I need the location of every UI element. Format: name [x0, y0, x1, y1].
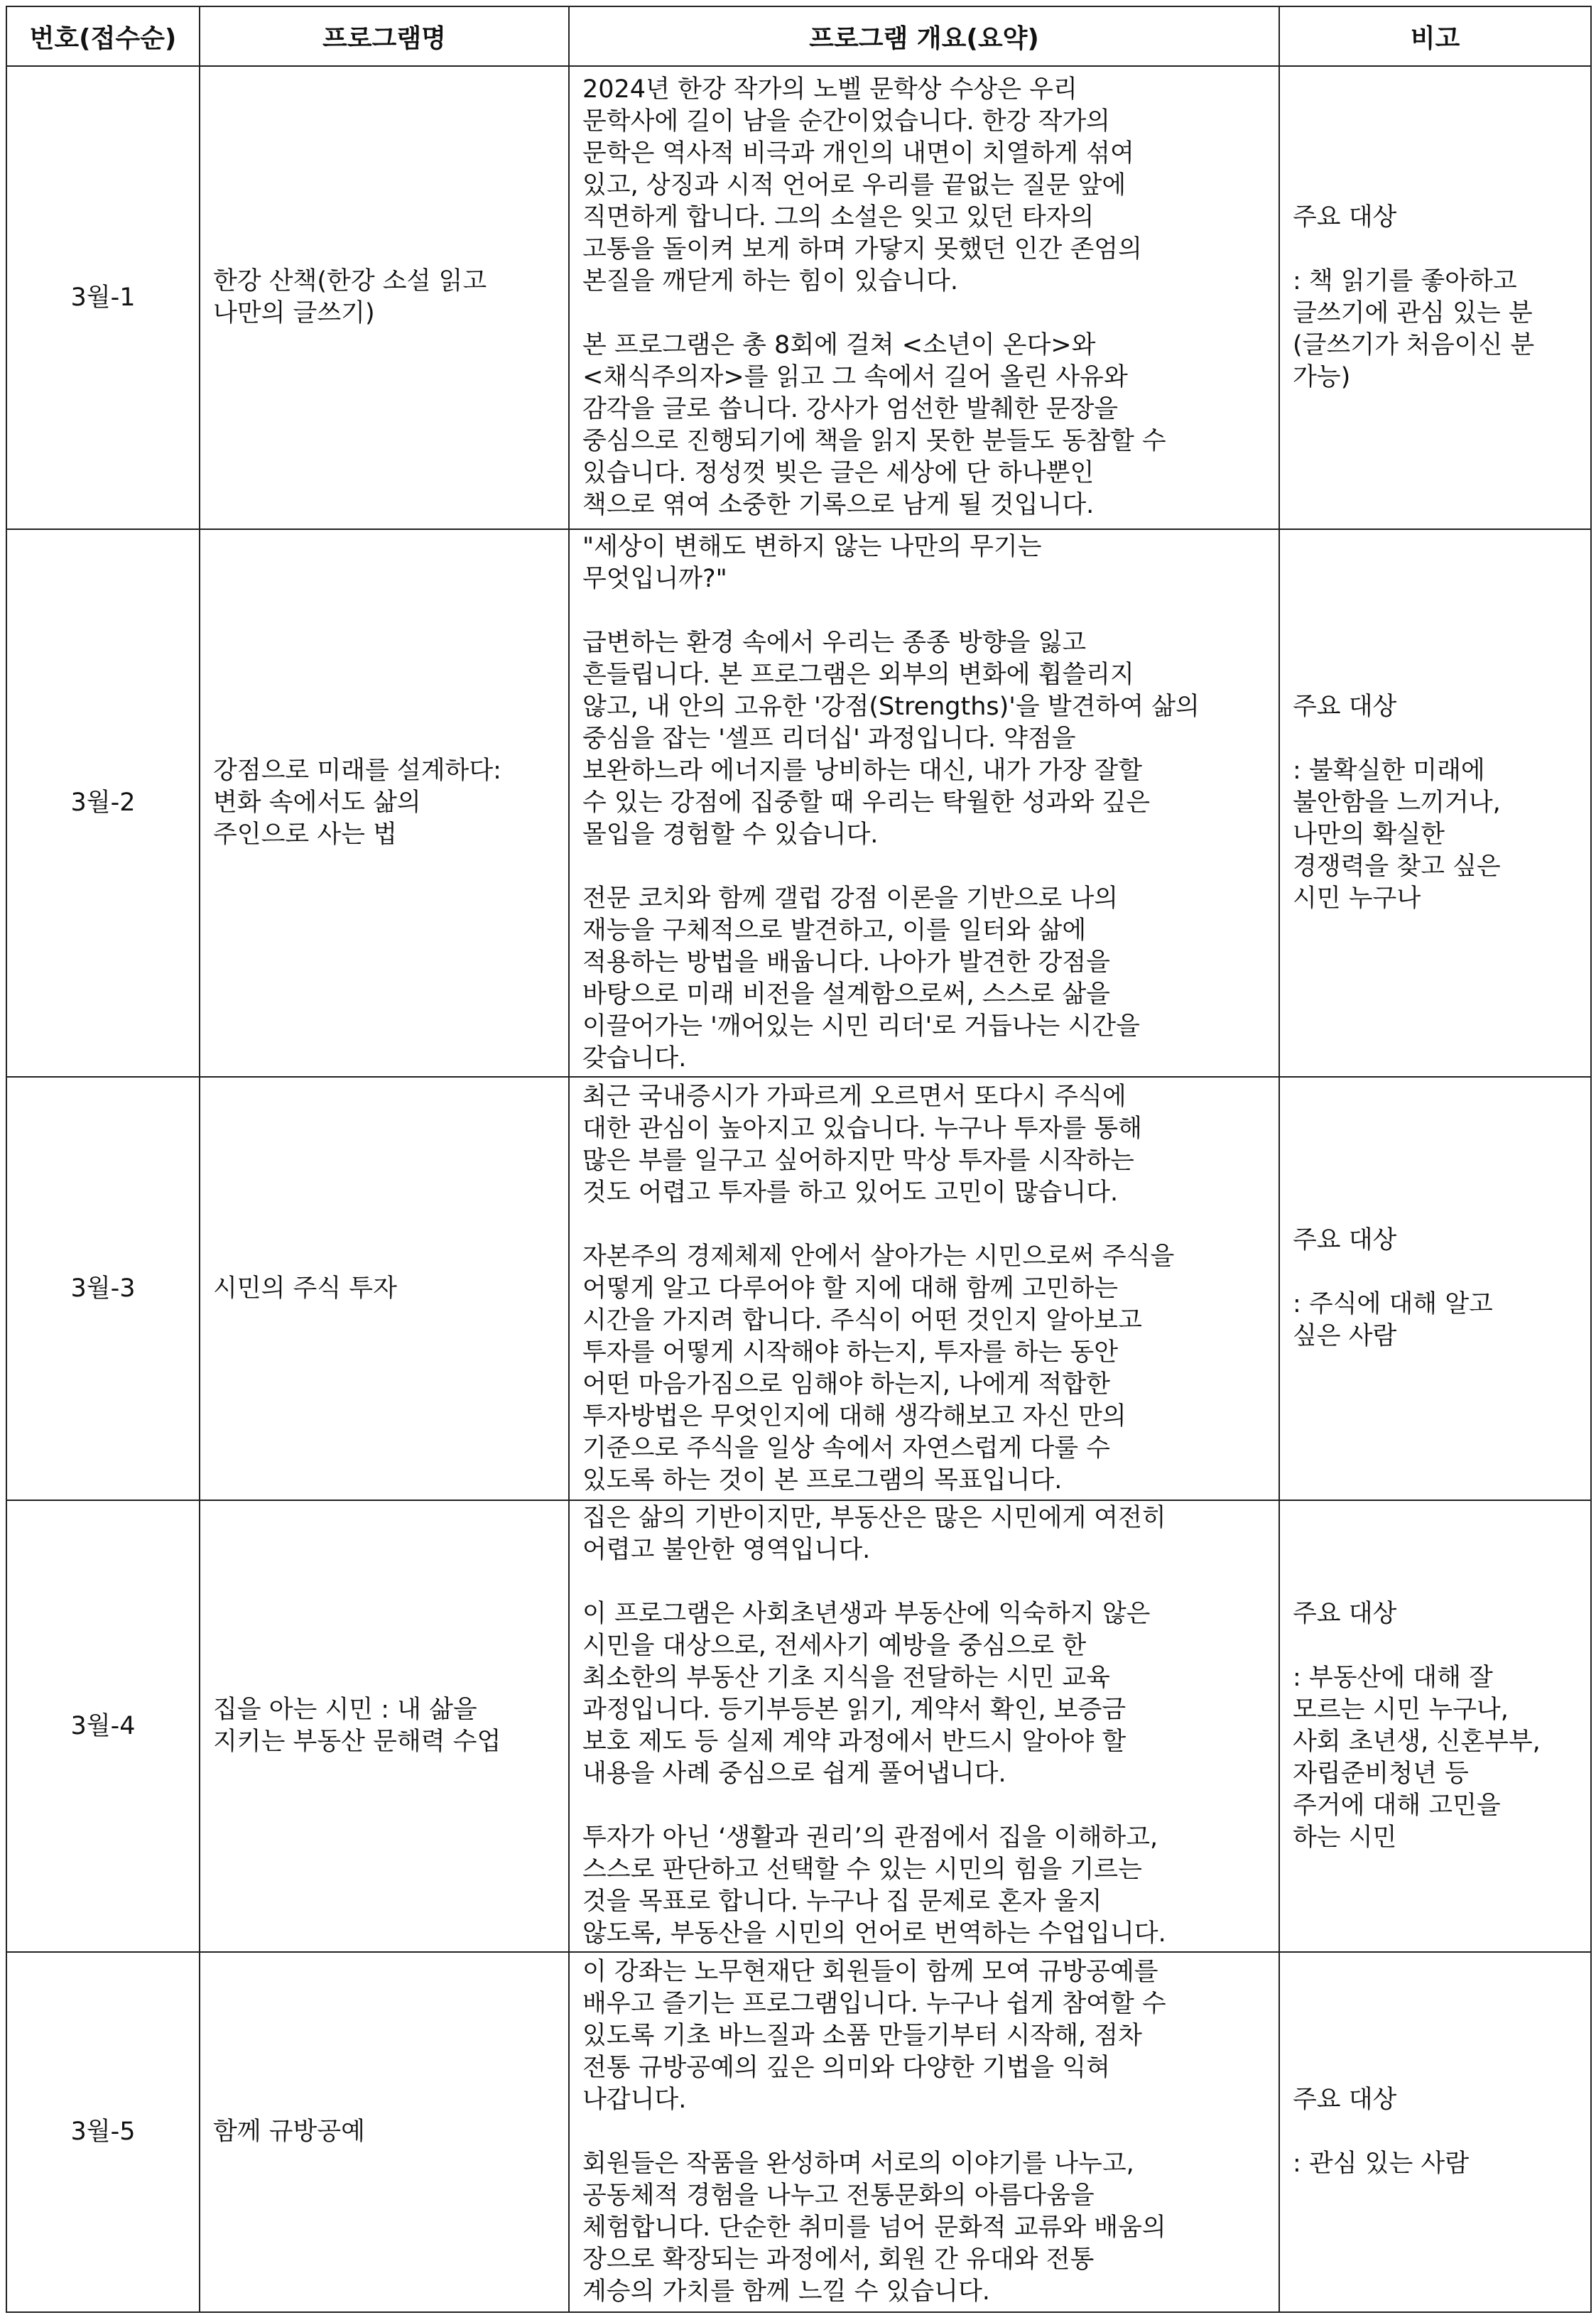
- program-note: [1279, 1952, 1591, 2312]
- summary-line: 내용을 사례 중심으로 쉽게 풀어냅니다.: [582, 1760, 1006, 1788]
- paragraph-gap: [1293, 723, 1578, 755]
- program-name: [200, 529, 569, 1077]
- summary-line: 집은 삶의 기반이지만, 부동산은 많은 시민에게 여전히: [582, 1504, 1166, 1532]
- note-line: 주요 대상: [1293, 1600, 1397, 1628]
- program-note: [1279, 66, 1591, 529]
- note-line: : 주식에 대해 알고: [1293, 1290, 1493, 1318]
- paragraph-gap: [582, 851, 1266, 883]
- summary-line: 과정입니다. 등기부등본 읽기, 계약서 확인, 보증금: [582, 1696, 1127, 1724]
- note-line: 주거에 대해 고민을: [1293, 1791, 1501, 1820]
- summary-line: 최소한의 부동산 기초 지식을 전달하는 시민 교육: [582, 1664, 1110, 1692]
- program-name-line: 집을 아는 시민 : 내 삶을: [213, 1696, 477, 1724]
- note-line: 시민 누구나: [1293, 884, 1421, 913]
- summary-line: 직면하게 합니다. 그의 소설은 잊고 있던 타자의: [582, 203, 1095, 232]
- paragraph-gap: [582, 2116, 1266, 2148]
- note-line: 나만의 확실한: [1293, 820, 1445, 849]
- summary-line: 계승의 가치를 함께 느낄 수 있습니다.: [582, 2277, 990, 2306]
- program-summary: [569, 529, 1279, 1077]
- summary-line: 기준으로 주식을 일상 속에서 자연스럽게 다룰 수: [582, 1433, 1110, 1463]
- row-number: 3월-3: [6, 1077, 200, 1500]
- summary-line: 자본주의 경제체제 안에서 살아가는 시민으로써 주식을: [582, 1242, 1175, 1271]
- note-line: : 책 읽기를 좋아하고: [1293, 267, 1517, 296]
- row-number: 3월-2: [6, 529, 200, 1077]
- paragraph-gap: [582, 1790, 1266, 1822]
- summary-line: 책으로 엮여 소중한 기록으로 남게 될 것입니다.: [582, 491, 1095, 519]
- paragraph-gap: [1293, 234, 1578, 266]
- program-summary: [569, 66, 1279, 529]
- paragraph-gap: [582, 1566, 1266, 1598]
- program-note: [1279, 1077, 1591, 1500]
- summary-line: 감각을 글로 씁니다. 강사가 엄선한 발췌한 문장을: [582, 395, 1119, 423]
- row-number: 3월-4: [6, 1500, 200, 1952]
- summary-line: 이 프로그램은 사회초년생과 부동산에 익숙하지 않은: [582, 1600, 1151, 1628]
- program-name-line: 한강 산책(한강 소설 읽고: [213, 267, 487, 296]
- note-line: : 관심 있는 사람: [1293, 2149, 1470, 2178]
- summary-line: 이끌어가는 '깨어있는 시민 리더'로 거듭나는 시간을: [582, 1012, 1140, 1041]
- summary-line: 투자방법은 무엇인지에 대해 생각해보고 자신 만의: [582, 1402, 1127, 1431]
- program-summary: [569, 1500, 1279, 1952]
- summary-line: 몰입을 경험할 수 있습니다.: [582, 820, 879, 849]
- program-table: [6, 6, 1592, 2313]
- note-line: 모르는 시민 누구나,: [1293, 1696, 1509, 1724]
- summary-line: 있도록 하는 것이 본 프로그램의 목표입니다.: [582, 1465, 1063, 1495]
- note-line: 주요 대상: [1293, 203, 1397, 232]
- table-row: [6, 1500, 1591, 1952]
- note-line: 글쓰기에 관심 있는 분: [1293, 299, 1533, 327]
- paragraph-gap: [582, 595, 1266, 627]
- program-name-line: 강점으로 미래를 설계하다:: [213, 757, 501, 785]
- summary-line: 많은 부를 일구고 싶어하지만 막상 투자를 시작하는: [582, 1146, 1134, 1175]
- summary-line: 무엇입니까?": [582, 565, 727, 593]
- paragraph-gap: [1293, 1257, 1578, 1289]
- summary-line: 있도록 기초 바느질과 소품 만들기부터 시작해, 점차: [582, 2022, 1142, 2050]
- summary-line: 최근 국내증시가 가파르게 오르면서 또다시 주식에: [582, 1082, 1127, 1111]
- summary-line: 투자가 아닌 ‘생활과 권리’의 관점에서 집을 이해하고,: [582, 1823, 1158, 1852]
- summary-line: 중심으로 진행되기에 책을 읽지 못한 분들도 동참할 수: [582, 427, 1166, 455]
- table-row: [6, 529, 1591, 1077]
- note-line: 주요 대상: [1293, 693, 1397, 721]
- program-table-sheet: [6, 6, 1590, 2309]
- summary-line: 중심을 잡는 '셀프 리더십' 과정입니다. 약점을: [582, 725, 1076, 753]
- summary-line: 나갑니다.: [582, 2086, 687, 2114]
- summary-line: <채식주의자>를 읽고 그 속에서 길어 올린 사유와: [582, 363, 1128, 391]
- summary-line: 문학사에 길이 남을 순간이었습니다. 한강 작가의: [582, 107, 1110, 136]
- note-line: 가능): [1293, 363, 1351, 391]
- summary-line: 시간을 가지려 합니다. 주식이 어떤 것인지 알아보고: [582, 1306, 1142, 1335]
- note-line: 경쟁력을 찾고 싶은: [1293, 852, 1501, 881]
- header-note: 비고: [1279, 6, 1591, 66]
- table-row: [6, 66, 1591, 529]
- program-name-line: 지키는 부동산 문해력 수업: [213, 1728, 501, 1756]
- summary-line: 체험합니다. 단순한 취미를 넘어 문화적 교류와 배움의: [582, 2213, 1166, 2242]
- header-row: [6, 6, 1591, 66]
- paragraph-gap: [1293, 2116, 1578, 2148]
- summary-line: 어렵고 불안한 영역입니다.: [582, 1536, 871, 1564]
- summary-line: "세상이 변해도 변하지 않는 나만의 무기는: [582, 533, 1042, 561]
- summary-line: 본 프로그램은 총 8회에 걸쳐 <소년이 온다>와: [582, 331, 1096, 359]
- summary-line: 바탕으로 미래 비전을 설계함으로써, 스스로 삶을: [582, 980, 1110, 1009]
- summary-line: 이 강좌는 노무현재단 회원들이 함께 모여 규방공예를: [582, 1958, 1158, 1986]
- summary-line: 재능을 구체적으로 발견하고, 이를 일터와 삶에: [582, 916, 1087, 945]
- program-name: [200, 1077, 569, 1500]
- program-summary: [569, 1952, 1279, 2312]
- summary-line: 2024년 한강 작가의 노벨 문학상 수상은 우리: [582, 75, 1077, 104]
- note-line: 자립준비청년 등: [1293, 1760, 1469, 1788]
- summary-line: 흔들립니다. 본 프로그램은 외부의 변화에 휩쓸리지: [582, 661, 1134, 689]
- header-program-name: 프로그램명: [200, 6, 569, 66]
- summary-line: 어떻게 알고 다루어야 할 지에 대해 함께 고민하는: [582, 1274, 1119, 1303]
- row-number: 3월-1: [6, 66, 200, 529]
- program-name: [200, 66, 569, 529]
- summary-line: 보호 제도 등 실제 계약 과정에서 반드시 알아야 할: [582, 1728, 1127, 1756]
- summary-line: 어떤 마음가짐으로 임해야 하는지, 나에게 적합한: [582, 1370, 1110, 1399]
- program-name-line: 주인으로 사는 법: [213, 820, 397, 849]
- summary-line: 있고, 상징과 시적 언어로 우리를 끝없는 질문 앞에: [582, 171, 1127, 200]
- program-name-line: 시민의 주식 투자: [213, 1274, 397, 1303]
- note-line: 하는 시민: [1293, 1823, 1397, 1852]
- note-line: 불안함을 느끼거나,: [1293, 788, 1501, 817]
- summary-line: 배우고 즐기는 프로그램입니다. 누구나 쉽게 참여할 수: [582, 1990, 1166, 2018]
- program-note: [1279, 529, 1591, 1077]
- summary-line: 본질을 깨닫게 하는 힘이 있습니다.: [582, 267, 958, 296]
- program-summary: [569, 1077, 1279, 1500]
- summary-line: 시민을 대상으로, 전세사기 예방을 중심으로 한: [582, 1632, 1087, 1660]
- summary-line: 보완하느라 에너지를 낭비하는 대신, 내가 가장 잘할: [582, 757, 1142, 785]
- note-line: (글쓰기가 처음이신 분: [1293, 331, 1535, 359]
- note-line: 주요 대상: [1293, 2086, 1397, 2114]
- summary-line: 않도록, 부동산을 시민의 언어로 번역하는 수업입니다.: [582, 1919, 1166, 1948]
- summary-line: 전통 규방공예의 깊은 의미와 다양한 기법을 익혀: [582, 2054, 1110, 2082]
- summary-line: 스스로 판단하고 선택할 수 있는 시민의 힘을 기르는: [582, 1855, 1142, 1884]
- paragraph-gap: [1293, 1630, 1578, 1662]
- summary-line: 수 있는 강점에 집중할 때 우리는 탁월한 성과와 깊은: [582, 788, 1151, 817]
- summary-line: 급변하는 환경 속에서 우리는 종종 방향을 잃고: [582, 629, 1087, 657]
- program-name-line: 나만의 글쓰기): [213, 299, 375, 327]
- summary-line: 장으로 확장되는 과정에서, 회원 간 유대와 전통: [582, 2245, 1095, 2274]
- note-line: 싶은 사람: [1293, 1322, 1397, 1350]
- summary-line: 고통을 돌이켜 보게 하며 가닿지 못했던 인간 존엄의: [582, 235, 1142, 264]
- paragraph-gap: [582, 1209, 1266, 1241]
- summary-line: 문학은 역사적 비극과 개인의 내면이 치열하게 섞여: [582, 139, 1134, 168]
- program-name-line: 변화 속에서도 삶의: [213, 788, 421, 817]
- row-number: 3월-5: [6, 1952, 200, 2312]
- summary-line: 공동체적 경험을 나누고 전통문화의 아름다움을: [582, 2181, 1095, 2210]
- program-name: [200, 1500, 569, 1952]
- summary-line: 투자를 어떻게 시작해야 하는지, 투자를 하는 동안: [582, 1338, 1119, 1367]
- summary-line: 것도 어렵고 투자를 하고 있어도 고민이 많습니다.: [582, 1178, 1119, 1207]
- summary-line: 전문 코치와 함께 갤럽 강점 이론을 기반으로 나의: [582, 884, 1119, 913]
- summary-line: 있습니다. 정성껏 빚은 글은 세상에 단 하나뿐인: [582, 459, 1095, 487]
- summary-line: 않고, 내 안의 고유한 '강점(Strengths)'을 발견하여 삶의: [582, 693, 1200, 721]
- table-row: [6, 1077, 1591, 1500]
- header-program-summary: 프로그램 개요(요약): [569, 6, 1279, 66]
- program-name-line: 함께 규방공예: [213, 2118, 365, 2146]
- note-line: 사회 초년생, 신혼부부,: [1293, 1728, 1541, 1756]
- note-line: : 불확실한 미래에: [1293, 757, 1485, 785]
- header-number: 번호(접수순): [6, 6, 200, 66]
- summary-line: 것을 목표로 합니다. 누구나 집 문제로 혼자 울지: [582, 1887, 1102, 1916]
- summary-line: 회원들은 작품을 완성하며 서로의 이야기를 나누고,: [582, 2149, 1134, 2178]
- summary-line: 대한 관심이 높아지고 있습니다. 누구나 투자를 통해: [582, 1114, 1142, 1143]
- table-row: [6, 1952, 1591, 2312]
- summary-line: 적용하는 방법을 배웁니다. 나아가 발견한 강점을: [582, 948, 1110, 977]
- summary-line: 갖습니다.: [582, 1044, 687, 1073]
- program-name: [200, 1952, 569, 2312]
- note-line: : 부동산에 대해 잘: [1293, 1664, 1493, 1692]
- paragraph-gap: [582, 298, 1266, 330]
- program-note: [1279, 1500, 1591, 1952]
- note-line: 주요 대상: [1293, 1226, 1397, 1254]
